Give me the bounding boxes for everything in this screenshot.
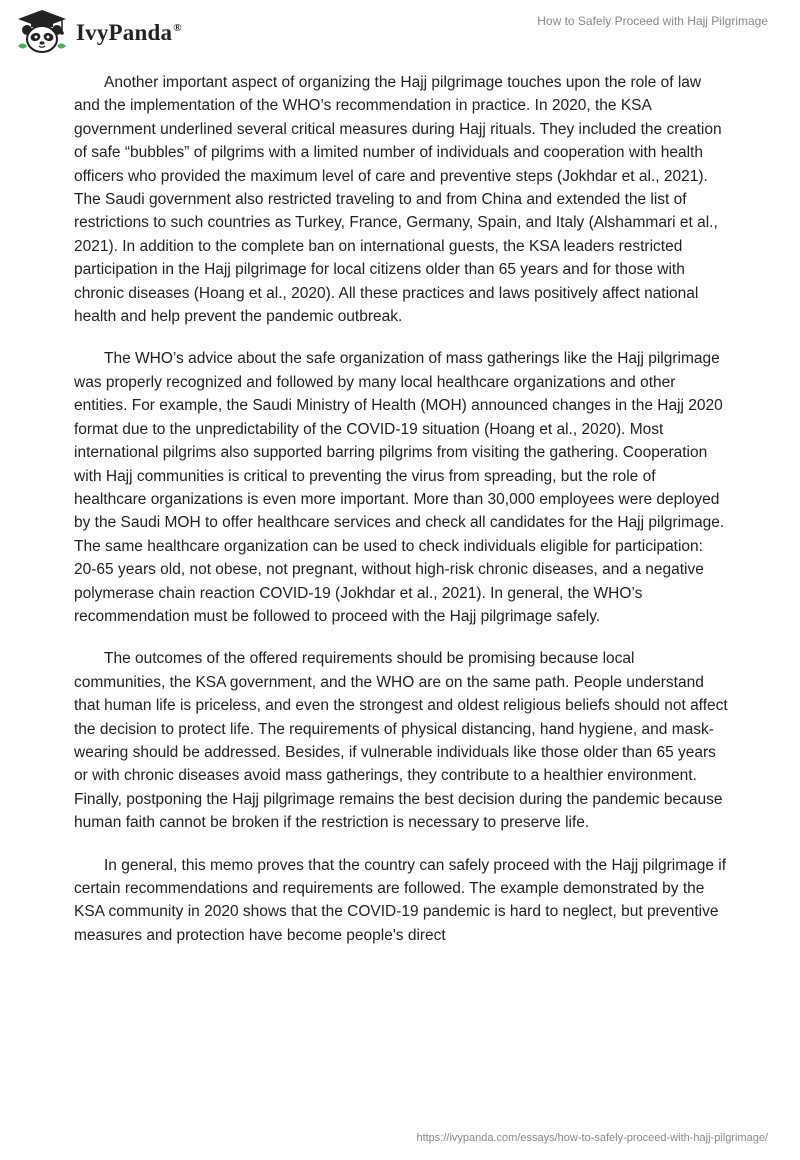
essay-body (74, 71, 729, 966)
paragraph-3: The outcomes of the offered requirements should be promising because local communities, the KSA government, and the WHO are on the same path. People understand that human life is priceless, and even the strongest and oldest religious beliefs should not affect the decision to protect life. The requirements of physical distancing, hand hygiene, and mask-wearing should be addressed. Besides, if vulnerable individuals like those older than 65 years or with chronic diseases avoid mass gatherings, they contribute to a healthier environment. Finally, postponing the Hajj pilgrimage remains the best decision during the pandemic because human faith cannot be broken if the restriction is necessary to preserve life. (74, 650, 728, 832)
panda-graduate-icon (14, 8, 70, 54)
page-header (0, 0, 800, 60)
registered-mark: ® (173, 22, 182, 35)
brand-name: IvyPanda® (76, 20, 182, 45)
document-title: How to Safely Proceed with Hajj Pilgrimage (537, 14, 768, 28)
footer-url[interactable]: https://ivypanda.com/essays/how-to-safely-proceed-with-hajj-pilgrimage/ (416, 1132, 768, 1144)
paragraph-2: The WHO’s advice about the safe organization of mass gatherings like the Hajj pilgrimage was properly recognized and followed by many local healthcare organizations and other entities. For example, the Saudi Ministry of Health (MOH) announced changes in the Hajj 2020 format due to the unpredictability of the COVID-19 situation (Hoang et al., 2020). Most international pilgrims also supported barring pilgrims from visiting the gathering. Cooperation with Hajj communities is critical to preventing the virus from spreading, but the role of healthcare organizations is even more important. More than 30,000 employees were deployed by the Saudi MOH to offer healthcare services and check all candidates for the Hajj pilgrimage. The same healthcare organization can be used to check individuals eligible for participation: 20-65 years old, not obese, not pregnant, without high-risk chronic diseases, and a negative polymerase chain reaction COVID-19 (Jokhdar et al., 2021). In general, the WHO’s recommendation must be followed to proceed with the Hajj pilgrimage safely. (74, 350, 725, 625)
paragraph-1: Another important aspect of organizing the Hajj pilgrimage touches upon the role of law and the implementation of the WHO’s recommendation in practice. In 2020, the KSA government underlined several critical measures during Hajj rituals. They included the creation of safe “bubbles” of pilgrims with a limited number of individuals and cooperation with health officers who provided the maximum level of care and preventive steps (Jokhdar et al., 2021). The Saudi government also restricted traveling to and from China and extended the list of restrictions to such countries as Turkey, France, Germany, Spain, and Italy (Alshammari et al., 2021). In addition to the complete ban on international guests, the KSA leaders restricted participation in the Hajj pilgrimage for local citizens older than 65 years and for those with chronic diseases (Hoang et al., 2020). All these practices and laws positively affect national health and help prevent the pandemic outbreak. (74, 74, 722, 326)
ivypanda-logo[interactable] (14, 8, 182, 54)
paragraph-4: In general, this memo proves that the country can safely proceed with the Hajj pilgrimage if certain recommendations and requirements are followed. The example demonstrated by the KSA community in 2020 shows that the COVID-19 pandemic is hard to neglect, but preventive measures and protection have become people's direct (74, 856, 727, 944)
